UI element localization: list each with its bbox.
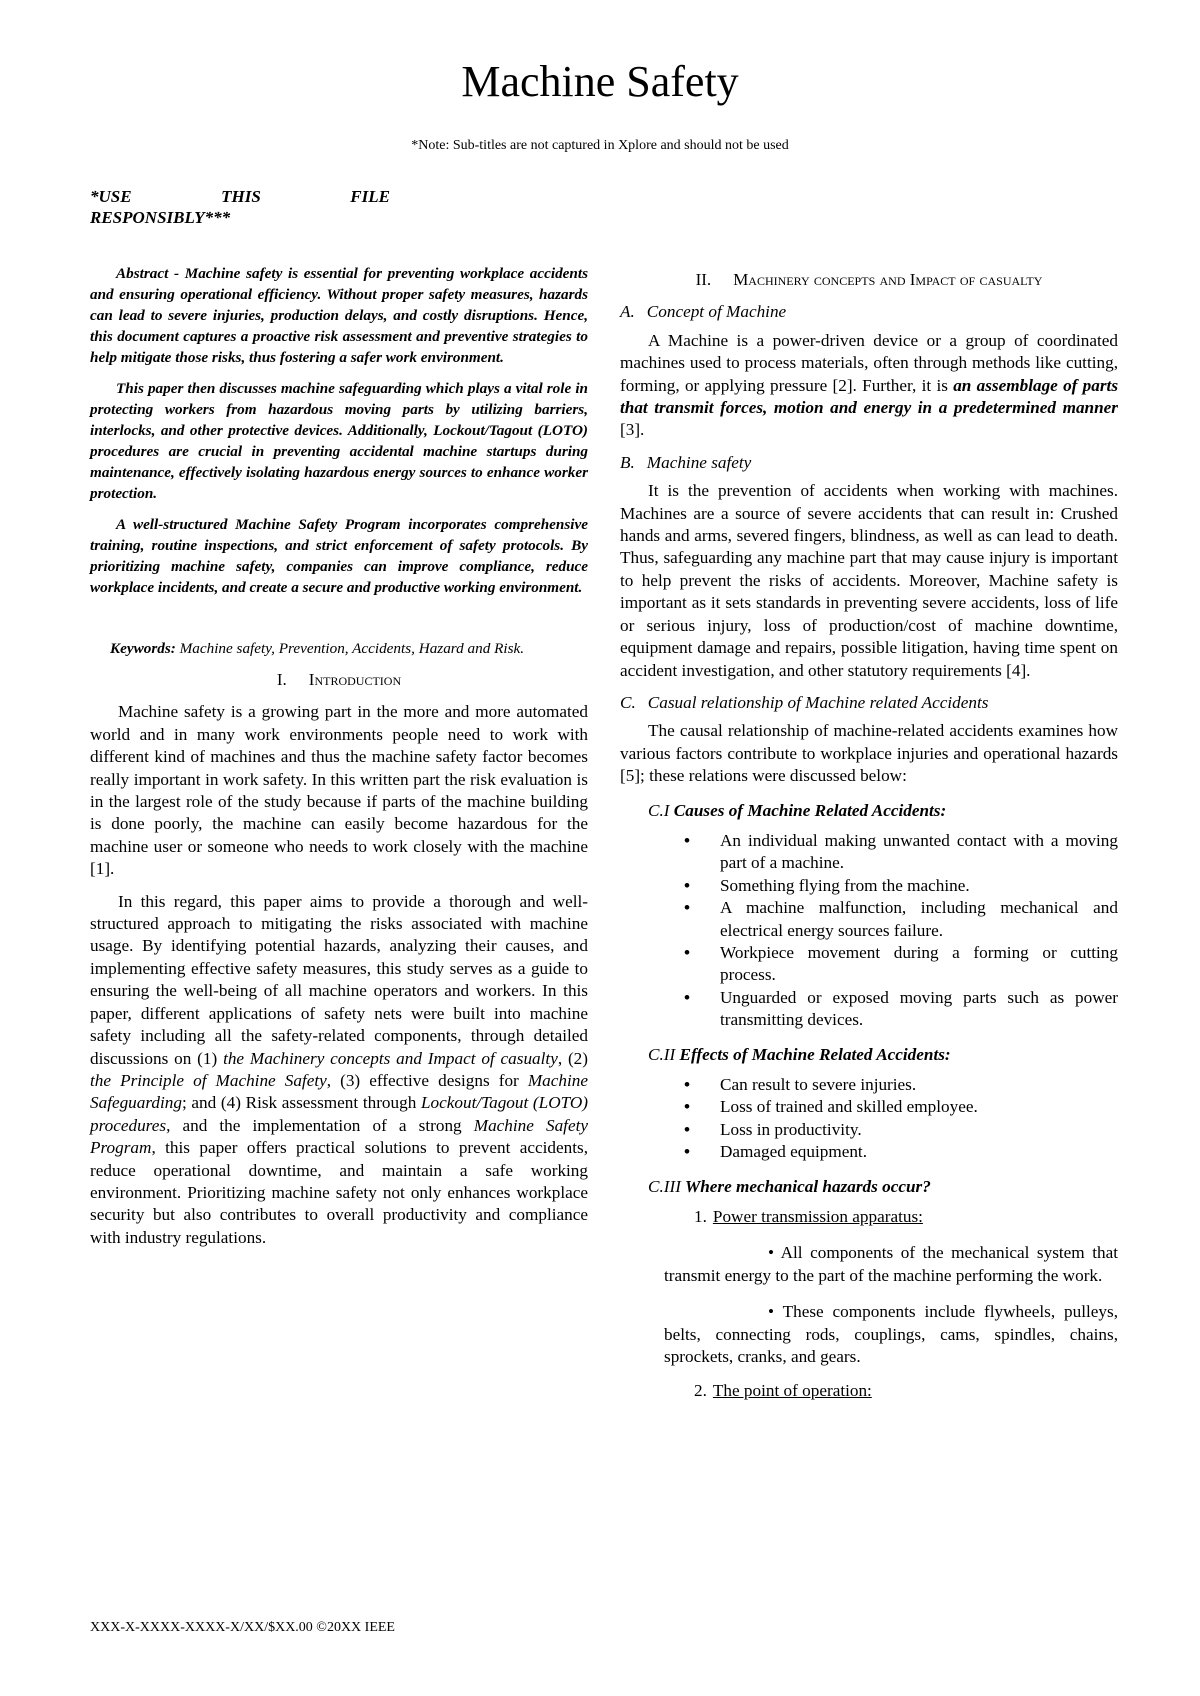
subsection-letter: C. bbox=[620, 692, 636, 712]
dot-text: • These components include flywheels, pulleys, belts, connecting rods, couplings, cams, spindles, chains, sprockets, cranks, and gears. bbox=[664, 1302, 1118, 1367]
abstract-paragraph-3: A well-structured Machine Safety Program incorporates comprehensive training, routine inspections, and strict enforcement of safety protocols. By prioritizing machine safety, companies can improve compliance, reduce workplace incidents, and create a secure and productive working environment. bbox=[90, 516, 588, 596]
responsibly-word: RESPONSIBLY*** bbox=[90, 208, 231, 227]
subsection-b-heading bbox=[620, 452, 1118, 474]
effects-list bbox=[620, 1074, 1118, 1164]
use-file-notice bbox=[90, 186, 390, 228]
abstract-paragraph-2: This paper then discusses machine safeguarding which plays a vital role in protecting workers from hazardous moving parts by utilizing barriers, interlocks, and other protective devices. Additionally, Lockout/Tagout (LOTO) procedures are crucial in preventing accidental machine startups during maintenance, effectively isolating hazardous energy sources to enhance worker protection. bbox=[90, 380, 588, 502]
section-heading-machinery bbox=[620, 269, 1118, 291]
text-segment: A Machine is a power-driven device or a group of coordinated machines used to process materials, often through methods like cutting, forming, or applying pressure [2]. Further, it is bbox=[620, 330, 1118, 395]
numbered-item-2 bbox=[694, 1380, 1118, 1402]
left-column bbox=[90, 263, 588, 1259]
list-item: • Loss of trained and skilled employee. bbox=[720, 1096, 1118, 1118]
list-item: • A machine malfunction, including mechanical and electrical energy sources failure. bbox=[720, 897, 1118, 942]
effects-heading bbox=[648, 1044, 1118, 1066]
subtitle-note: *Note: Sub-titles are not captured in Xplore and should not be used bbox=[411, 138, 789, 153]
italic-segment: Machine Safeguarding bbox=[90, 1070, 588, 1113]
item-title: Power transmission apparatus: bbox=[712, 1207, 923, 1227]
subsection-c-heading bbox=[620, 692, 1118, 714]
list-item: • Unguarded or exposed moving parts such as power transmitting devices. bbox=[720, 987, 1118, 1032]
italic-segment: Machine Safety Program bbox=[90, 1115, 588, 1158]
subsubsection-prefix: C.III bbox=[648, 1176, 681, 1196]
keywords bbox=[90, 638, 588, 659]
right-column bbox=[620, 263, 1118, 1415]
italic-segment: Lockout/Tagout (LOTO) procedures bbox=[90, 1093, 588, 1135]
subsection-title: Concept of Machine bbox=[646, 302, 787, 322]
text-segment: In this regard, this paper aims to provide a thorough and well-structured approach to mitigating the risks associated with machine usage. By identifying potential hazards, analyzing their causes, and implementing effective safety measures, this study serves as a guide to ensuring the well-being of all machine operators and workers. In this paper, different applications of safety nets were built into machine safety including all the safety-related components, through detailed discussions on (1) bbox=[90, 891, 588, 1068]
list-item: • Can result to severe injuries. bbox=[720, 1074, 1118, 1096]
dot-paragraph-1 bbox=[620, 1242, 1118, 1287]
section-title: Introduction bbox=[308, 670, 402, 689]
intro-paragraph-1: Machine safety is a growing part in the more and more automated world and in many work environments people need to work with different kind of machines and thus the machine safety factor becomes really important in work safety. In this written part the risk evaluation is in the largest role of the study because if parts of the machine building is done poorly, the machine can easily become hazardous for the machine user or someone who needs to work closely with the machine [1]. bbox=[90, 702, 588, 879]
list-item: • Damaged equipment. bbox=[720, 1141, 1118, 1163]
subsubsection-title: Where mechanical hazards occur? bbox=[684, 1176, 931, 1196]
keywords-text: Machine safety, Prevention, Accidents, Hazard and Risk. bbox=[179, 640, 525, 657]
list-item: • Something flying from the machine. bbox=[720, 875, 1118, 897]
abstract-paragraph-1: Abstract - Machine safety is essential for preventing workplace accidents and ensuring operational efficiency. Without proper safety measures, hazards can lead to severe injuries, production delays, and costly disruptions. Hence, this document captures a proactive risk assessment and preventive strategies to help mitigate those risks, thus fostering a safer work environment. bbox=[90, 265, 588, 366]
hazards-heading bbox=[648, 1176, 1118, 1198]
text-segment: , and the implementation of a strong bbox=[166, 1115, 474, 1135]
this-word: THIS bbox=[221, 187, 261, 206]
page-title: Machine Safety bbox=[461, 57, 739, 106]
subsubsection-prefix: C.I bbox=[648, 800, 670, 820]
text-segment: , this paper offers practical solutions to prevent accidents, reduce operational downtime, and maintain a safe working environment. Prioritizing machine safety not only enhances workplace security but also contributes to overall productivity and compliance with industry regulations. bbox=[90, 1138, 588, 1247]
bold-italic-segment: an assemblage of parts that transmit forces, motion and energy in a predetermined manner bbox=[620, 375, 1119, 418]
italic-segment: the Principle of Machine Safety bbox=[90, 1070, 327, 1090]
italic-segment: the Machinery concepts and Impact of casualty bbox=[223, 1048, 558, 1068]
keywords-label: Keywords: bbox=[110, 640, 176, 657]
text-segment: ; and (4) Risk assessment through bbox=[181, 1093, 421, 1113]
subsection-letter: A. bbox=[620, 302, 635, 322]
subsection-title: Casual relationship of Machine related Accidents bbox=[647, 692, 989, 712]
intro-paragraph-2 bbox=[90, 891, 588, 1250]
text-segment: , (3) effective designs for bbox=[326, 1070, 528, 1090]
dot-text: • All components of the mechanical system that transmit energy to the part of the machine performing the work. bbox=[664, 1243, 1118, 1285]
dot-paragraph-2 bbox=[620, 1301, 1118, 1368]
file-word: FILE bbox=[350, 187, 390, 206]
subsection-c-text: The causal relationship of machine-related accidents examines how various factors contribute to workplace injuries and operational hazards [5]; these relations were discussed below: bbox=[620, 721, 1118, 786]
text-segment: , (2) bbox=[557, 1048, 589, 1068]
subsubsection-title: Effects of Machine Related Accidents: bbox=[679, 1044, 951, 1064]
subsubsection-prefix: C.II bbox=[648, 1044, 676, 1064]
section-number: II. bbox=[695, 270, 712, 289]
subsection-a-heading bbox=[620, 301, 1118, 323]
section-heading-introduction bbox=[90, 669, 588, 691]
item-number: 2. bbox=[694, 1381, 707, 1401]
item-title: The point of operation: bbox=[712, 1381, 872, 1401]
list-item: • Workpiece movement during a forming or cutting process. bbox=[720, 942, 1118, 987]
subsubsection-title: Causes of Machine Related Accidents: bbox=[673, 800, 947, 820]
causes-list bbox=[620, 830, 1118, 1032]
text-segment: [3]. bbox=[620, 420, 645, 440]
list-item: • Loss in productivity. bbox=[720, 1119, 1118, 1141]
subsection-a-text bbox=[620, 330, 1118, 442]
item-number: 1. bbox=[694, 1207, 707, 1227]
subsection-letter: B. bbox=[620, 452, 635, 472]
section-number: I. bbox=[276, 670, 287, 689]
subsection-title: Machine safety bbox=[646, 452, 752, 472]
subsection-b-text: It is the prevention of accidents when working with machines. Machines are a source of severe accidents that can result in: Crushed hands and arms, severed fingers, blindness, as well as can lead to death. Thus, safeguarding any machine part that may cause injury is important to help prevent the risks of accidents. Moreover, Machine safety is important as it sets standards in preventing severe accidents, loss of life or serious injury, loss of production/cost of machine downtime, equipment damage and repairs, possible litigation, having time spent on accident investigation, and other statutory requirements [4]. bbox=[620, 481, 1118, 680]
numbered-item-1 bbox=[694, 1206, 1118, 1228]
copyright-footer: XXX-X-XXXX-XXXX-X/XX/$XX.00 ©20XX IEEE bbox=[90, 1620, 395, 1635]
causes-heading bbox=[648, 800, 1118, 822]
list-item: • An individual making unwanted contact with a moving part of a machine. bbox=[720, 830, 1118, 875]
use-word: *USE bbox=[90, 187, 132, 206]
section-title: Machinery concepts and Impact of casualty bbox=[733, 270, 1043, 289]
